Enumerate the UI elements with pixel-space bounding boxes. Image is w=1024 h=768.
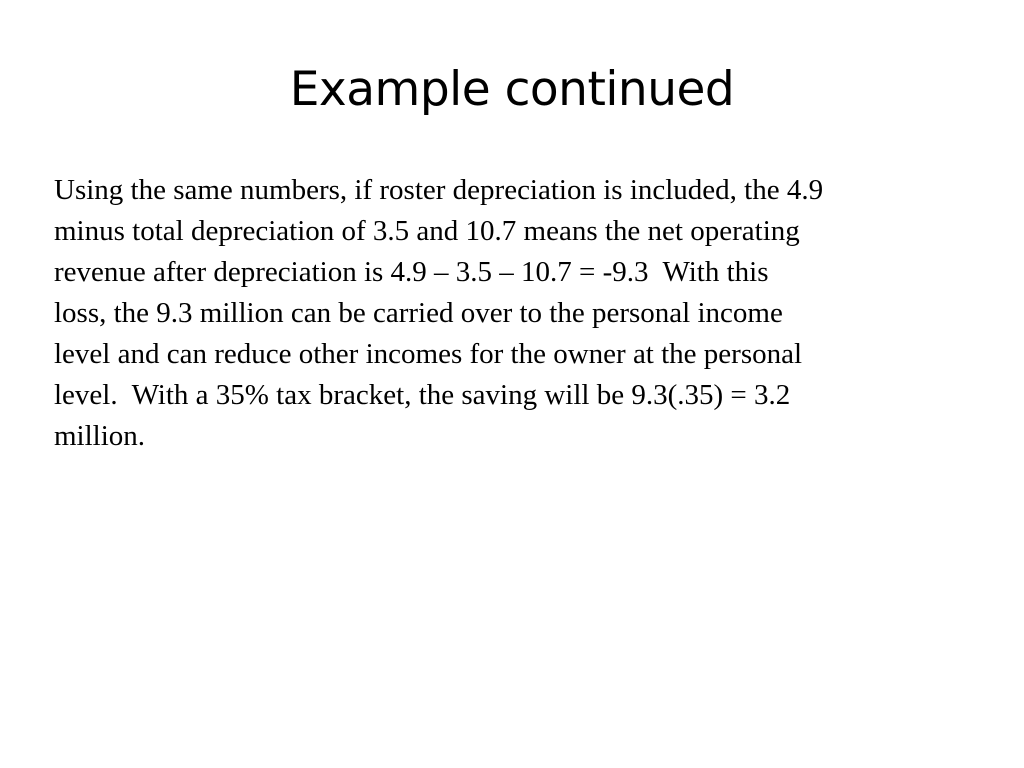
slide-body-text: [54, 170, 974, 457]
body-line: loss, the 9.3 million can be carried over to the personal income: [54, 297, 783, 329]
body-line: minus total depreciation of 3.5 and 10.7 means the net operating: [54, 215, 800, 247]
body-line: Using the same numbers, if roster depreciation is included, the 4.9: [54, 174, 824, 206]
slide-title: Example continued: [289, 62, 735, 117]
body-line: million.: [54, 420, 146, 452]
body-line: level and can reduce other incomes for the owner at the personal: [54, 338, 803, 370]
body-line: level. With a 35% tax bracket, the saving will be 9.3(.35) = 3.2: [54, 379, 791, 411]
body-line: revenue after depreciation is 4.9 – 3.5 – 10.7 = -9.3 With this: [54, 256, 769, 288]
